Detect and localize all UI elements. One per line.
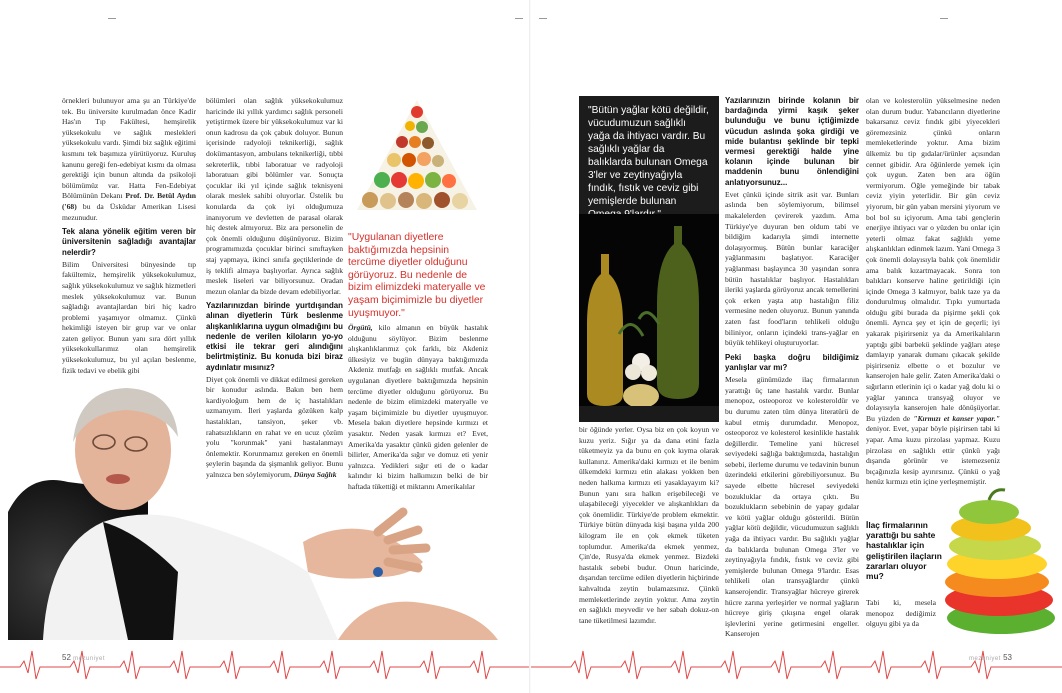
portrait-photo bbox=[8, 372, 498, 640]
paragraph: örnekleri bulunuyor ama şu an Türkiye'de tek. Bu üniversite kurulmadan önce Kadir Has'ın Tıp Fakültesi, hemşirelik yüksekokulu ve sağlık meslekleri yüksekokulu vardı. Şimdi biz sağlık eğitimi kısmını tek başımıza yürütüyoruz. Kuruluş kanunu gereği fen-edebiyat kısmı da olması gerektiği için bunun altında da psikoloji bölümümüz var. Hatta Fen-Edebiyat Bölümünün Dekanı Prof. Dr. Betül Aydın ('68) bu da Üsküdar Amerikan Lisesi mezunudur. bbox=[62, 96, 196, 222]
paragraph: Diyet çok önemli ve dikkat edilmesi gereken bir konudur aslında. Bakın ben hem kardiyoloğum hem de iç hastalıkları uzmanıyım. İleri yaşlarda gözüken kalp hastalıkları, tansiyon, şeker vb. rahatsızlıkların en rahat ve en ucuz çözüm yolu "korunmak" yani hastalanmayı önlemektir. Korunmamız gereken en önemli şeylerin başında da şişmanlık geliyor. Bunu yalnızca ben söylemiyorum, Dünya Sağlık bbox=[206, 374, 343, 480]
left-column-1 bbox=[62, 96, 196, 379]
paragraph: olan ve kolesterolün yükselmesine neden olan durum budur. Yabancıların diyetlerine bakarsanız ceviz fındık gibi yiyecekleri göremezsiniz çünkü onların memleketlerinde yoktur. Ama bizim ülkemiz bu tip gıdalar/ürünler açısından cennet gibidir. Ara öğünlerde yemek için çok uygun. Zaten ben ara öğün vermiyorum. Öğle yemeğinde bir tabak ceviz yiyin yeterlidir. Bir gün ceviz yiyorum, bir gün yaban mersini yiyorum ve bol bol su içiyorum. Ama tabi gençlerin enerjiye ihtiyacı var o yüzden bu onlar için yeterli olmaz fakat sağlıklı yeme alışkanlıkları edinmek lazım. Yani Omega 3 çok önemli dolayısıyla balık çok önemlidir ama balık kızartmayacak. Sonra ton balıkları konserve haline getirildiği için içinde Omega 3 kalmıyor, balık taze ya da dondurulmuş olmalıdır. Tıpkı yumurtada olduğu gibi burada da pişirme şekli çok önemli. Ayrıca şey et için de geçerli; iyi yakarak pişirirseniz ya da Amerikalıların yaptığı gibi barbekü şeklinde yağları ateşe damlayıp yanarak dumanı çıkacak şekilde pişirirseniz elbette o et bozulur ve kanserojen hale gelir. Zaten Amerika'daki o sığırların etlerinin içi o kadar yağ dolu ki o yağlar yanınca transyağ oluyor ve dolayısıyla kanserojen hale dönüşüyorlar. Bu yüzden de "Kırmızı et kanser yapar." deniyor. Evet, yapar böyle pişirirsen tabi ki yapar. Ama kuzu pirzolası yapmaz. Kuzu pirzolası en sağlıklı ettir çünkü yağı dışarıda görünür ve istemezseniz bıçağınızla kesip ayırırsınız. Çünkü o yağ henüz kırmızı etin içine yerleşmemiştir. bbox=[866, 96, 1000, 487]
question-heading: Tek alana yönelik eğitim veren bir üniversitenin sağladığı avantajlar nelerdir? bbox=[62, 227, 196, 257]
page-number: 52 mezuniyet bbox=[62, 653, 105, 662]
right-column-3 bbox=[866, 96, 1000, 491]
question-heading: Yazılarınızın birinde kolanın bir bardağında yirmi kaşık şeker bulunduğu ve bunu içtiğimizde vücudun aslında şoka girdiği ve mide bulantısı şeklinde bir tepki vermesi gerektiği halde yine kolanın içinde bulunan bir maddenin bunu önlendiğini anlatıyorsunuz... bbox=[725, 96, 859, 187]
page-number: mezuniyet 53 bbox=[969, 653, 1012, 662]
question-heading: İlaç firmalarının yarattığı bu sahte hastalıklar için geliştirilen ilaçların zararları oluyor mu? bbox=[866, 520, 942, 582]
crop-mark bbox=[108, 18, 116, 19]
paragraph: Evet çünkü içinde sitrik asit var. Bunları aslında ben söylemiyorum, bilimsel makalelerden çevirerek yazdım. Ama Türkiye'ye duyuran ben oldum tabi ve bildiğim kadarıyla şimdi internette dolaşıyormuş. Bütün bunlar karaciğer yağlanmasını başlatıyor. Karaciğer yağlanması başlayınca 30 yaşından sonra bütün hastalıklar başlıyor. Hastalıkları ileriki yaşlarda görüyoruz ancak temellerini çok erken yaşta atıp hastalığın filiz vermesine neden oluyoruz. Bunun yanında zaten fast food'ların tehlikeli olduğu biliniyor, onların içindeki trans-yağlar en büyük tehlikeyi oluşturuyorlar. bbox=[725, 189, 859, 348]
crop-mark bbox=[539, 18, 547, 19]
right-page bbox=[531, 0, 1062, 693]
paragraph: bölümleri olan sağlık yüksekokulumuz haricinde iki yıllık yardımcı sağlık personeli yetiştirmek üzere bir yüksekokulumuz var ki onun kadrosu da çok çabuk doluyor. Bunun içerisinde radyoloji teknikerliği, sağlık dokümantasyon, ambulans teknikerliği, tıbbi sekreterlik, tıbbi laboratuar ve radyoloji laboratuarı gibi bölümler var. Sonuçta çocuklar iki yıl içinde sağlık teknisyeni olarak meslek sahibi oluyorlar. Üstelik bu konularda da çok iyi olduğumuza inanıyorum ve devletten de parasal olarak hiç destek almıyoruz. Biz ara personelin de çok önemli olduğunu düşünüyoruz. Bizim programımızda çocuklar birinci sınıftayken staj yapmaya, ikinci sınıfa geçtiklerinde de iş teklifi almaya başlıyorlar. Ayrıca sağlık meslek liseleri var biliyorsunuz. Oradan mezun olanlar da bizde devam edebiliyorlar. bbox=[206, 96, 343, 296]
food-pyramid-image bbox=[352, 98, 482, 216]
answer-text: Tabi ki, mesela menopoz dediğimiz olguyu gibi ya da bbox=[866, 598, 936, 629]
crop-mark bbox=[515, 18, 523, 19]
question-heading: Yazılarınızdan birinde yurtdışından alınan diyetlerin Türk beslenme alışkanlıklarına uygun olmadığını bu nedenle de verilen kiloların yo-yo etkisi ile tekrar geri alındığını belirtmiştiniz. Bu konuda bizi biraz aydınlatır mısınız? bbox=[206, 301, 343, 372]
paragraph: Bilim Üniversitesi bünyesinde tıp fakültemiz, hemşirelik yüksekokulumuz, sağlık yüksekokulumuz ve sağlık hizmetleri meslek yüksekokulumuz var. Bunun sağladığı avantajlardan biri hiç kadro problemi yaşamıyor olmamız. Çünkü hekimliği isteyen bir grup var ve onlar zaten geliyor. Bunun yanı sıra dört yıllık yüksekokullarımız olan hemşirelik yüksekokulumuz, bu yıl açılan beslenme, fizik tedavi ve ebelik gibi bbox=[62, 259, 196, 375]
crop-mark bbox=[940, 18, 948, 19]
oil-bottles-photo bbox=[579, 214, 719, 422]
paragraph: Örgütü, kilo almanın en büyük hastalık olduğunu söylüyor. Bizim beslenme alışkanlıklarımız çok farklı, biz Akdeniz ülkesiyiz ve bugün dünyaya baktığımızda Akdeniz mutfağı en sağlıklı mutfak. Ancak uygulanan diyetlere baktığımızda hepsinin tercüme diyetler olduğunu görüyoruz. Bu nedenle de bizim elimizdeki materyalle ve yaşam biçimimizle bu diyetler uyuşmuyor. Mesela bakın diyetlere hepsinde kırmızı et yasaktır. Neden yasak kırmızı et? Evet, Amerika'da yasaktır çünkü giden gelenler de bilirler, Amerika'da sığır ve domuz eti yenir yalnızca. Yedikleri sığır eti de o kadar kalındır ki bizim halkımızın belki de bir haftada tükettiği et miktarını Amerikalılar bbox=[348, 323, 489, 491]
right-column-1 bbox=[579, 425, 719, 629]
pull-quote: "Uygulanan diyetlere baktığımızda hepsinin tercüme diyetler olduğunu görüyoruz. Bu nedenle de bizim elimizdeki materyalle ve yaşam biçimimizle bu diyetler uyuşmuyor." bbox=[348, 232, 486, 319]
question-heading: Peki başka doğru bildiğimiz yanlışlar var mı? bbox=[725, 352, 859, 372]
paragraph: bir öğünde yerler. Oysa biz en çok koyun ve kuzu yeriz. Sığır ya da dana etini fazla tüketmeyiz ya da bunu en çok kıyma olarak kullanırız. Amerika'daki kırmızı et ile benim ülkemdeki kırmızı etin alakası yokken ben neden halkıma kırmızı eti yasaklayayım ki? Bunun yanı sıra halkın erişebileceği ve ulaşabileceği yiyecekler ve alışkanlıkları da çok önemlidir. Türkiye'de problem ekmektir. Türkiye bütün dünyada kişi başına yılda 200 kilogram ile en çok ekmek tüketen toplumdur. Amerika'da ekmek yenmez, Çin'de, Rusya'da ekmek yenmez. Bizdeki hastalık sebebi budur. Onun haricinde, dışarıdan tercüme edilen diyetlerin hiçbirinde kahvaltıda zeytin bulamazsınız. Çünkü memleketlerinde zeytin yoktur. Ama zeytin en sağlıklı meyvedir ve her sabah dokuz-on tane tüketilmesi lazımdır. bbox=[579, 425, 719, 625]
paragraph: Mesela günümüzde ilaç firmalarının yarattığı üç tane hastalık vardır. Bunlar menopoz, osteoporoz ve kolesteroldür ve bu durumu zaten tüm dünya literatürü de kabul etmiş durumdadır. Menopoz, osteoporoz ve kolesterol kesinlikle hastalık değillerdir. Temeline yani hücresel seviyedeki sağlığa baktığımızda, hastalığın sebebi, ilerleme durumu ve tedavinin bunun üzerindeki etkilerini görebiliyorsunuz. Bu sayede elbette hücresel seviyedeki bozukluklar da ortaya çıktı. Bu bozuklukların sebebinin de yapay gıdalar ve kötü yağlar olduğu gösterildi. Bütün yağlar kötü değildir, vücudumuzun sağlıklı yağa da ihtiyacı vardır. Bu sağlıklı yağlar da balıklarda bulunan Omega 3'ler ve zeytinyağıyla fındık, fıstık ve ceviz gibi yemişlerde bulunan Omega 9'lardır. Esas tehlikeli olan transyağlardır çünkü kanserojendir. Transyağlar hücreye girerek hücre zarına yerleşirler ve normal yağların hücreye giriş çıkışına engel olarak işlevlerini yerine getirmesini engeller. Kanserojen bbox=[725, 375, 859, 639]
pull-quote-box: "Bütün yağlar kötü değildir, vücudumuzun sağlıklı yağa da ihtiyacı vardır. Bu sağlıklı yağlar da balıklarda bulunan Omega 3'ler ve zeytinyağıyla fındık, fıstık ve ceviz gibi yemişlerde bulunan bbox=[579, 96, 719, 214]
fruit-stack-photo bbox=[931, 488, 1062, 638]
right-column-2 bbox=[725, 96, 859, 643]
